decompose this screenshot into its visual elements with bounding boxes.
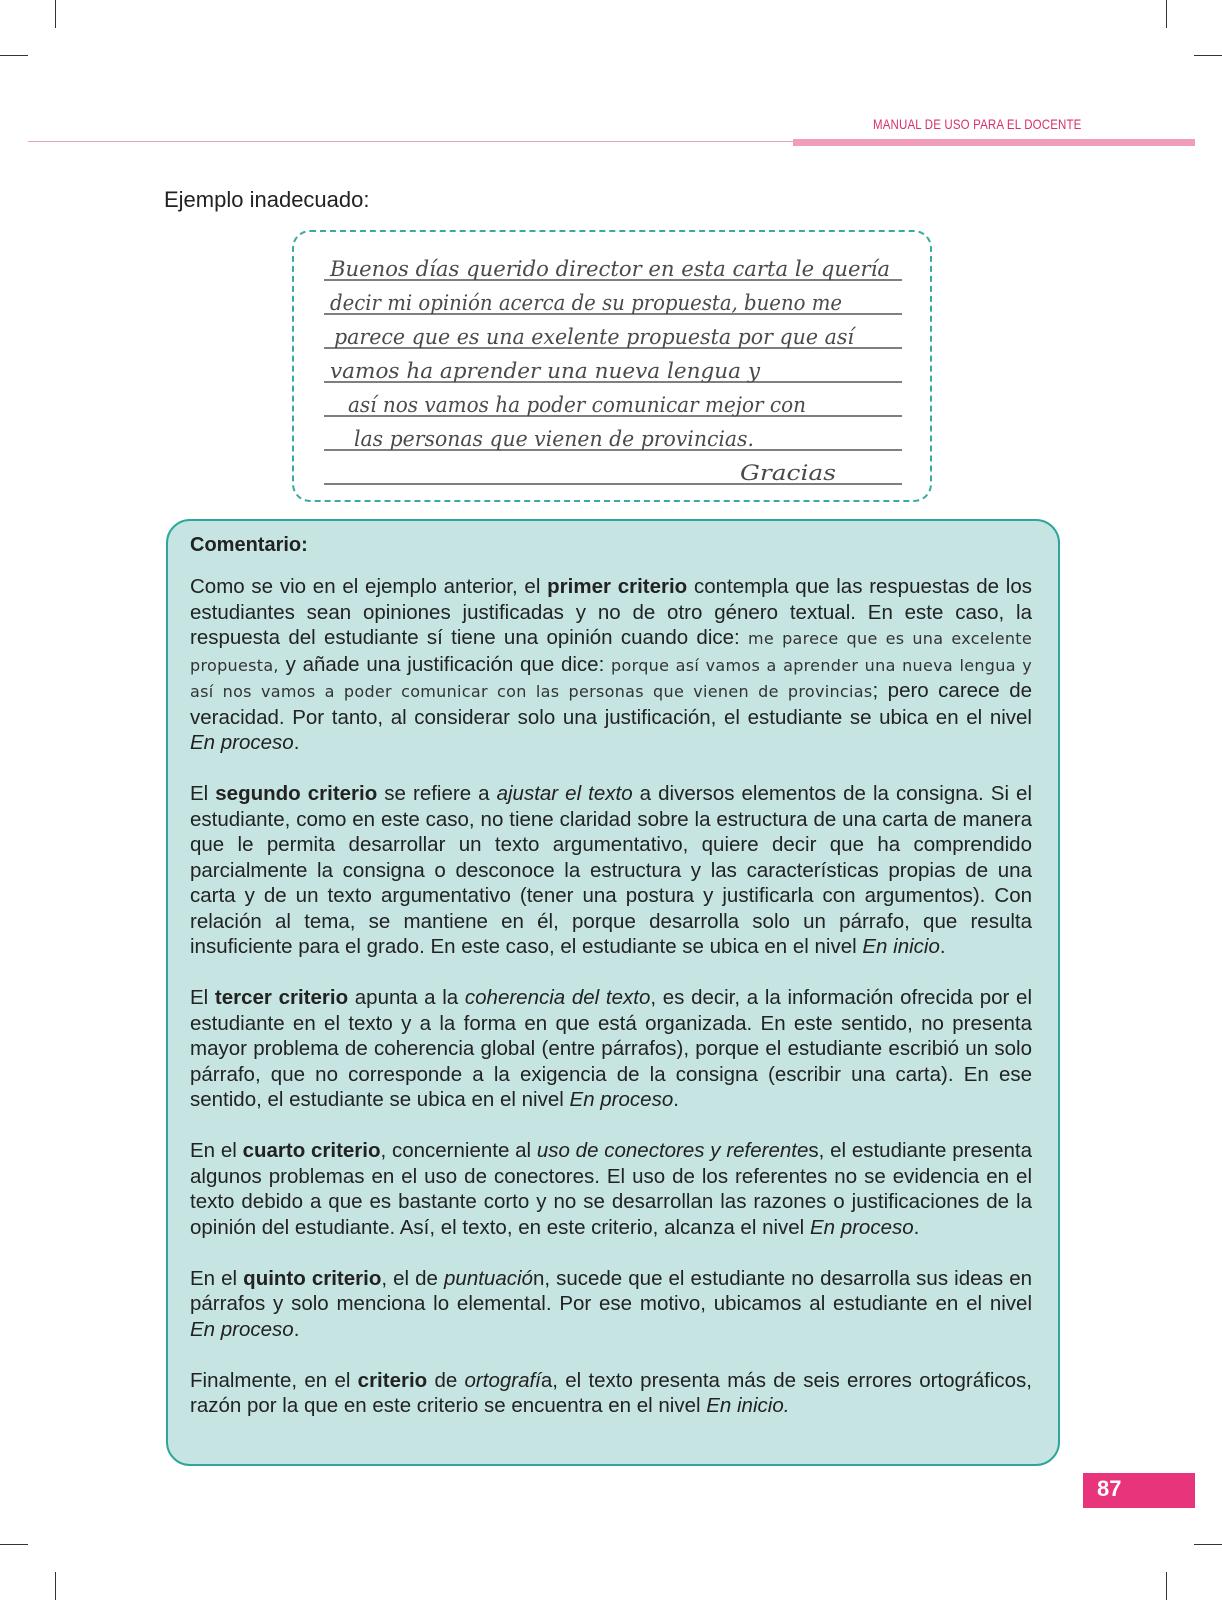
text: . [939,935,946,958]
handwritten-line: así nos vamos ha poder comunicar mejor con [348,393,806,417]
level-term: En inicio [862,935,940,958]
level-term: En inicio. [706,1394,790,1417]
handwritten-line: decir mi opinión acerca de su propuesta, bueno me [330,291,842,315]
handwritten-line: las personas que vienen de provincias. [354,427,754,451]
text: y añade una justificación que dice: [278,652,612,676]
text: . [673,1088,679,1111]
paragraph-spelling-criterion [190,1368,1032,1419]
level-term: En proceso [809,1215,914,1239]
crop-mark [0,1544,28,1545]
level-term: En proceso [569,1088,674,1111]
criterion-term: cuarto criterio [242,1139,381,1162]
comment-title: Comentario: [190,534,308,556]
text: En el [190,1139,243,1162]
level-term: En proceso [190,731,294,754]
handwritten-line: Gracias [740,461,837,485]
text: , concerniente al [380,1139,537,1162]
header-accent-bar [793,139,1195,146]
crop-mark [1166,1572,1167,1600]
text: Finalmente, en el [190,1368,358,1392]
text: contempla que las respuestas de los estudiantes sean opiniones justificadas y no de otro género textual. En este caso, la respuesta del estudiante sí tiene una opinión cuando dice: [190,575,1032,649]
paragraph-first-criterion [190,574,1032,756]
section-title: Ejemplo inadecuado: [164,187,370,212]
paragraph-second-criterion [190,781,1032,960]
text: . [293,1317,300,1341]
text: n, sucede que el estudiante no desarrolla sus ideas en párrafos y solo menciona lo elemental. Por ese motivo, ubicamos al estudiante en el nivel [190,1266,1033,1315]
text: . [913,1215,920,1239]
crop-mark [1194,1544,1222,1545]
handwritten-line: Buenos días querido director en esta carta le quería [328,257,890,281]
text: Como se vio en el ejemplo anterior, el [190,575,548,598]
paragraph-fourth-criterion [190,1138,1032,1240]
crop-mark [55,1572,56,1600]
text: El [190,782,216,805]
text: , el de [381,1266,445,1290]
header-rule [28,141,793,142]
emphasis-term: ajustar el texto [496,782,633,805]
crop-mark [55,0,56,28]
criterion-term: primer criterio [547,575,688,598]
page-number: 87 [1097,1476,1122,1501]
text: s, el estudiante presenta algunos problemas en el uso de conectores. El uso de los referentes no se evidencia en el texto debido a que es bastante corto y no se desarrollan las razones o justificaciones de la opinión del estudiante. Así, el texto, en este criterio, alcanza el nivel [190,1139,1032,1239]
paragraph-third-criterion [190,985,1032,1113]
emphasis-term: puntuació [444,1266,533,1290]
handwritten-line: vamos ha aprender una nueva lengua y [330,359,762,383]
text: ; pero carece de veracidad. Por tanto, al considerar solo una justificación, el estudiante se ubica en el nivel [190,679,1032,729]
handwritten-line: parece que es una exelente propuesta por que así [334,325,857,349]
text: a diversos elementos de la consigna. Si el estudiante, como en este caso, no tiene claridad sobre la estructura de una carta de manera que le permita desarrollar un texto argumentativo, quiere decir que ha comprendido parcialmente la consigna o desconoce la estructura y las características propias de una carta y de un texto argumentativo (tener una postura y justificarla con argumentos). Con relación al tema, se mantiene en él, porque desarrolla solo un párrafo, que resulta insuficiente para el grado. En este caso, el estudiante se ubica en el nivel [190,782,1032,958]
level-term: En proceso [190,1317,294,1341]
crop-mark [1166,0,1167,28]
emphasis-term: ortografí [464,1368,541,1392]
text: . [293,731,300,754]
text: se refiere a [377,782,497,805]
text: a, el texto presenta más de seis errores ortográficos, razón por la que en este criterio se encuentra en el nivel [190,1368,1032,1417]
text: En el [190,1266,244,1290]
student-quote: porque así vamos a aprender una nueva lengua y así nos vamos a poder comunicar con las personas que vienen de provincias [190,655,1033,701]
criterion-term: segundo criterio [215,782,378,805]
criterion-term: quinto criterio [243,1266,382,1290]
text: de [427,1368,465,1392]
student-quote: me parece que es una excelente propuesta, [190,629,1032,675]
handwritten-letter [294,232,934,504]
text: apunta a la [348,986,465,1009]
text: , es decir, a la información ofrecida por el estudiante en el texto y a la forma en que está organizada. En este sentido, no presenta mayor problema de coherencia global (entre párrafos), porque el estudiante escribió un solo párrafo, que no corresponde a la exigencia de la consigna (escribir una carta). En ese sentido, el estudiante se ubica en el nivel [190,986,1033,1111]
crop-mark [0,55,28,56]
emphasis-term: uso de conectores y referente [536,1139,809,1162]
comment-body [190,574,1032,1444]
handwritten-letter-box [292,230,932,502]
criterion-term: tercer criterio [214,986,349,1009]
criterion-term: criterio [357,1368,428,1392]
paragraph-fifth-criterion [190,1266,1032,1343]
emphasis-term: coherencia del texto [464,986,651,1009]
crop-mark [1194,55,1222,56]
text: El [190,986,215,1009]
running-header: MANUAL DE USO PARA EL DOCENTE [873,116,1082,132]
